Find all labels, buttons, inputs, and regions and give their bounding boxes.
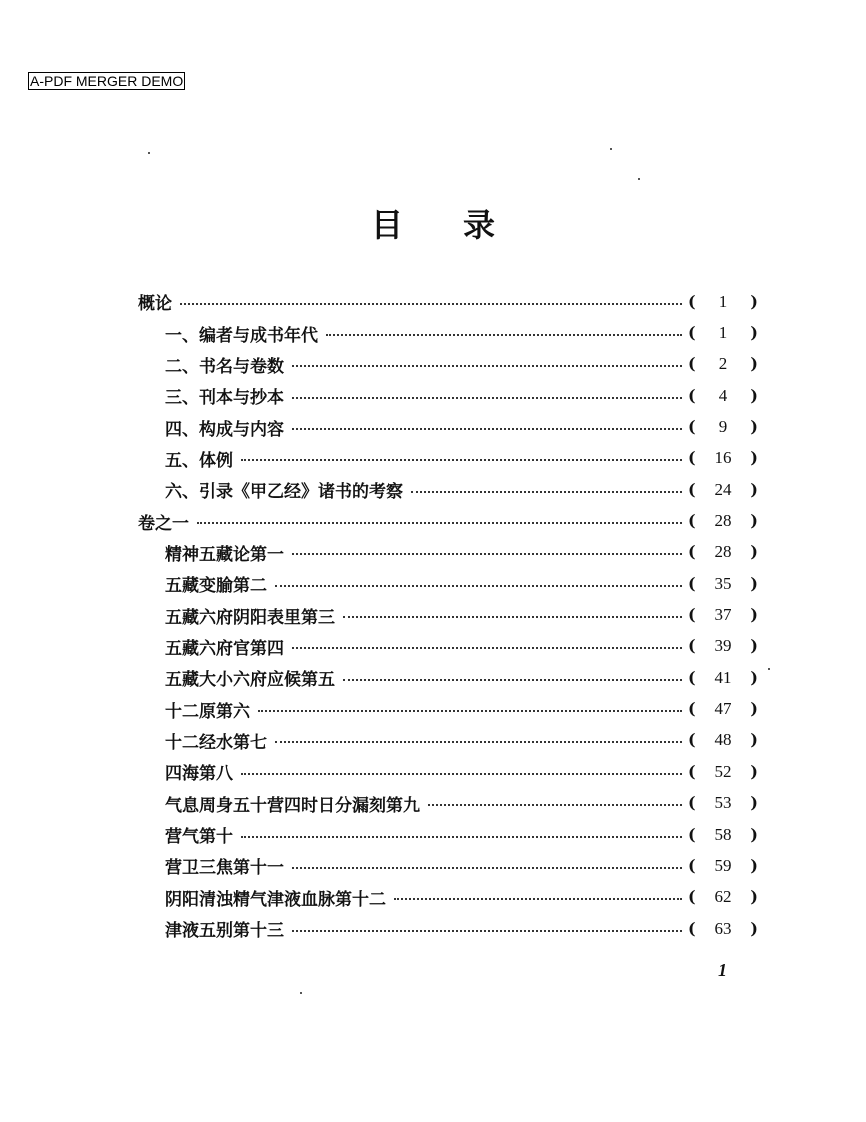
scan-speck (300, 992, 302, 994)
dot-leader (275, 585, 682, 587)
close-paren: ) (750, 542, 758, 562)
toc-entry-title: 气息周身五十营四时日分漏刻第九 (165, 791, 426, 816)
toc-entry-page: 48 (714, 730, 732, 750)
dot-leader (428, 804, 682, 806)
toc-entry (138, 505, 758, 536)
toc-entry (138, 725, 758, 756)
toc-page-ref (688, 386, 758, 406)
toc-page-ref (688, 605, 758, 625)
dot-leader (292, 365, 682, 367)
close-paren: ) (750, 323, 758, 343)
open-paren: ( (688, 918, 696, 938)
scan-speck (768, 668, 770, 670)
close-paren: ) (750, 793, 758, 813)
open-paren: ( (688, 323, 696, 343)
close-paren: ) (750, 573, 758, 593)
open-paren: ( (688, 761, 696, 781)
toc-entry-title: 十二原第六 (165, 697, 256, 722)
toc-entry-page: 28 (714, 542, 732, 562)
open-paren: ( (688, 448, 696, 468)
open-paren: ( (688, 573, 696, 593)
open-paren: ( (688, 793, 696, 813)
toc-entry (138, 631, 758, 662)
toc-entry-title: 五藏六府阴阳表里第三 (165, 603, 341, 628)
toc-entry-page: 47 (714, 699, 732, 719)
close-paren: ) (750, 448, 758, 468)
dot-leader (197, 522, 682, 524)
page-number: 1 (718, 960, 727, 980)
toc-entry-title: 六、引录《甲乙经》诸书的考察 (165, 477, 409, 502)
toc-entry (138, 913, 758, 944)
close-paren: ) (750, 291, 758, 311)
scan-speck (148, 152, 150, 154)
toc-entry-title: 精神五藏论第一 (165, 540, 290, 565)
open-paren: ( (688, 291, 696, 311)
dot-leader (343, 679, 682, 681)
toc-entry-page: 24 (714, 479, 732, 499)
toc-entry-title: 五藏大小六府应候第五 (165, 665, 341, 690)
toc-page-ref (688, 574, 758, 594)
close-paren: ) (750, 887, 758, 907)
toc-entry (138, 317, 758, 348)
toc-entry (138, 537, 758, 568)
close-paren: ) (750, 667, 758, 687)
toc-entry-page: 41 (714, 667, 732, 687)
dot-leader (292, 428, 682, 430)
toc-entry (138, 380, 758, 411)
open-paren: ( (688, 605, 696, 625)
close-paren: ) (750, 385, 758, 405)
toc-entry-title: 五藏变腧第二 (165, 571, 273, 596)
toc-entry-title: 四海第八 (165, 759, 239, 784)
close-paren: ) (750, 636, 758, 656)
toc-entry-title: 一、编者与成书年代 (165, 321, 324, 346)
toc-entry (138, 693, 758, 724)
open-paren: ( (688, 667, 696, 687)
toc-entry-title: 津液五别第十三 (165, 916, 290, 941)
dot-leader (241, 836, 682, 838)
toc-entry (138, 474, 758, 505)
toc-entry-page: 63 (714, 918, 732, 938)
toc-page-ref (688, 354, 758, 374)
toc-entry-title: 二、书名与卷数 (165, 352, 290, 377)
toc-entry-title: 五、体例 (165, 446, 239, 471)
open-paren: ( (688, 730, 696, 750)
open-paren: ( (688, 887, 696, 907)
close-paren: ) (750, 761, 758, 781)
scan-speck (638, 178, 640, 180)
dot-leader (241, 459, 682, 461)
toc-page-ref (688, 887, 758, 907)
toc-page-ref (688, 668, 758, 688)
toc-page-ref (688, 699, 758, 719)
dot-leader (241, 773, 682, 775)
dot-leader (292, 397, 682, 399)
toc-entry (138, 568, 758, 599)
open-paren: ( (688, 417, 696, 437)
toc-entry-title: 卷之一 (138, 509, 195, 534)
toc-entry-page: 39 (714, 636, 732, 656)
table-of-contents (138, 286, 758, 944)
dot-leader (343, 616, 682, 618)
toc-entry (138, 286, 758, 317)
close-paren: ) (750, 605, 758, 625)
toc-entry (138, 756, 758, 787)
toc-entry-title: 四、构成与内容 (165, 415, 290, 440)
toc-entry-title: 三、刊本与抄本 (165, 383, 290, 408)
toc-entry-title: 营气第十 (165, 822, 239, 847)
scan-speck (610, 148, 612, 150)
close-paren: ) (750, 824, 758, 844)
close-paren: ) (750, 354, 758, 374)
toc-page-ref (688, 856, 758, 876)
toc-entry-page: 53 (714, 793, 732, 813)
toc-entry-page: 16 (714, 448, 732, 468)
toc-entry-page: 59 (714, 855, 732, 875)
toc-page-ref (688, 730, 758, 750)
toc-page-ref (688, 448, 758, 468)
toc-entry (138, 788, 758, 819)
toc-entry-title: 营卫三焦第十一 (165, 853, 290, 878)
toc-entry-page: 58 (714, 824, 732, 844)
open-paren: ( (688, 855, 696, 875)
toc-entry-page: 1 (718, 323, 728, 343)
toc-page-ref (688, 292, 758, 312)
close-paren: ) (750, 479, 758, 499)
toc-entry (138, 411, 758, 442)
open-paren: ( (688, 824, 696, 844)
toc-entry-title: 阴阳清浊精气津液血脉第十二 (165, 885, 392, 910)
open-paren: ( (688, 511, 696, 531)
toc-page-ref (688, 511, 758, 531)
toc-page-ref (688, 919, 758, 939)
toc-page-ref (688, 323, 758, 343)
toc-entry (138, 882, 758, 913)
dot-leader (258, 710, 682, 712)
close-paren: ) (750, 417, 758, 437)
toc-entry (138, 599, 758, 630)
toc-entry-page: 2 (718, 354, 728, 374)
toc-entry-title: 十二经水第七 (165, 728, 273, 753)
toc-entry-page: 1 (718, 291, 728, 311)
toc-page-ref (688, 825, 758, 845)
open-paren: ( (688, 699, 696, 719)
dot-leader (292, 647, 682, 649)
dot-leader (292, 867, 682, 869)
toc-entry-page: 62 (714, 887, 732, 907)
toc-entry (138, 349, 758, 380)
toc-entry-page: 28 (714, 511, 732, 531)
close-paren: ) (750, 699, 758, 719)
open-paren: ( (688, 385, 696, 405)
dot-leader (411, 491, 682, 493)
dot-leader (275, 741, 682, 743)
toc-entry-page: 35 (714, 573, 732, 593)
toc-page-ref (688, 480, 758, 500)
close-paren: ) (750, 855, 758, 875)
toc-entry-title: 五藏六府官第四 (165, 634, 290, 659)
toc-page-ref (688, 762, 758, 782)
close-paren: ) (750, 730, 758, 750)
toc-page-ref (688, 636, 758, 656)
toc-page-ref (688, 793, 758, 813)
close-paren: ) (750, 918, 758, 938)
toc-page-ref (688, 417, 758, 437)
toc-entry-page: 4 (718, 385, 728, 405)
toc-page-ref (688, 542, 758, 562)
dot-leader (292, 930, 682, 932)
toc-entry-title: 概论 (138, 289, 178, 314)
toc-entry (138, 662, 758, 693)
open-paren: ( (688, 354, 696, 374)
open-paren: ( (688, 479, 696, 499)
toc-entry-page: 52 (714, 761, 732, 781)
open-paren: ( (688, 636, 696, 656)
dot-leader (394, 898, 682, 900)
watermark-label: A-PDF MERGER DEMO (30, 73, 184, 89)
toc-entry (138, 443, 758, 474)
dot-leader (292, 553, 682, 555)
toc-entry-page: 9 (718, 417, 728, 437)
open-paren: ( (688, 542, 696, 562)
toc-entry-page: 37 (714, 605, 732, 625)
dot-leader (180, 303, 682, 305)
page-title: 目录 (370, 206, 555, 244)
close-paren: ) (750, 511, 758, 531)
toc-entry (138, 850, 758, 881)
toc-entry (138, 819, 758, 850)
dot-leader (326, 334, 682, 336)
